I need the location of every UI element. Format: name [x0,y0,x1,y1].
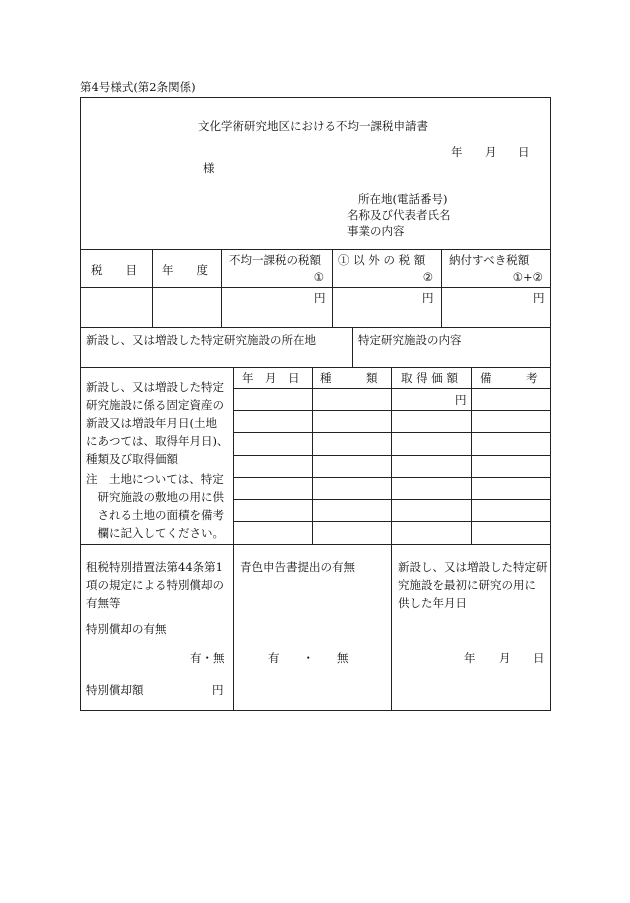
asset-grid-line [233,455,551,456]
tax-col-line [332,249,333,327]
payable-tax-header: 納付すべき税額 [449,253,530,267]
uneven-tax-header: 不均一課税の税額 [229,253,321,267]
divider-facility [80,367,551,368]
date-month-label: 月 [485,145,497,159]
other-tax-marker: ② [422,270,433,284]
asset-grid-line [233,388,551,389]
asset-date-header: 年 月 日 [242,371,300,385]
first-use-month-label: 月 [499,651,511,665]
facility-content-label: 特定研究施設の内容 [358,333,462,347]
asset-col-line [233,367,234,544]
divider-assets [80,544,551,545]
payable-tax-marker: ①+② [512,270,543,284]
tax-col-line [221,249,222,327]
other-tax-header: ① 以 外 の 税 額 [338,253,426,267]
tax-item-header: 税 目 [91,263,137,277]
representative-name-label: 名称及び代表者氏名 [347,208,451,222]
asset-price-unit: 円 [455,393,467,407]
first-use-year-label: 年 [464,651,476,665]
special-depreciation-yesno-value: 有・無 [190,651,225,665]
fiscal-year-header: 年 度 [162,263,208,277]
asset-description: 新設し、又は増設した特定 研究施設に係る固定資産の 新設又は増設年月日(土地 にあつては、取得年月日)、 種類及び取得価額 [86,380,229,466]
divider-header [80,249,551,250]
first-use-date-label: 新設し、又は増設した特定研 究施設を最初に研究の用に 供した年月日 [398,560,548,610]
asset-grid-line [233,410,551,411]
facility-location-label: 新設し、又は増設した特定研究施設の所在地 [86,333,316,347]
asset-grid-line [233,477,551,478]
business-content-label: 事業の内容 [347,224,405,238]
date-day-label: 日 [518,145,530,159]
addressee-label: 様 [203,161,215,175]
special-depreciation-yesno-label: 特別償却の有無 [86,622,167,636]
payable-tax-unit: 円 [533,291,545,305]
asset-col-line [471,367,472,544]
other-tax-unit: 円 [422,291,434,305]
form-title: 文化学術研究地区における不均一課税申請書 [198,119,428,133]
asset-col-line [391,367,392,544]
tax-col-line [152,249,153,327]
special-depreciation-amount-label: 特別償却額 [86,683,144,697]
asset-price-header: 取 得 価 額 [401,371,458,385]
asset-col-line [312,367,313,544]
tax-col-line [441,249,442,327]
blue-return-label: 青色申告書提出の有無 [240,560,355,574]
address-label: 所在地(電話番号) [358,192,448,206]
date-year-label: 年 [451,145,463,159]
divider-tax-header [80,287,551,288]
uneven-tax-marker: ① [313,270,324,284]
special-depreciation-amount-unit: 円 [212,683,224,697]
asset-note: 注 土地については、特定 研究施設の敷地の用に供 される土地の面積を備考 欄に記入してください。 [86,472,224,540]
facility-col-line [352,327,353,367]
asset-grid-line [233,499,551,500]
asset-remarks-header: 備 考 [480,371,538,385]
bottom-col-line [391,544,392,711]
divider-tax-body [80,327,551,328]
bottom-col-line [233,544,234,711]
blue-return-value: 有 ・ 無 [268,651,349,665]
asset-type-header: 種 類 [320,371,378,385]
uneven-tax-unit: 円 [314,291,326,305]
form-number: 第4号様式(第2条関係) [80,80,196,94]
asset-grid-line [233,432,551,433]
special-depreciation-text: 租税特別措置法第44条第1 項の規定による特別償却の 有無等 [86,560,224,610]
asset-grid-line [233,521,551,522]
first-use-day-label: 日 [533,651,545,665]
